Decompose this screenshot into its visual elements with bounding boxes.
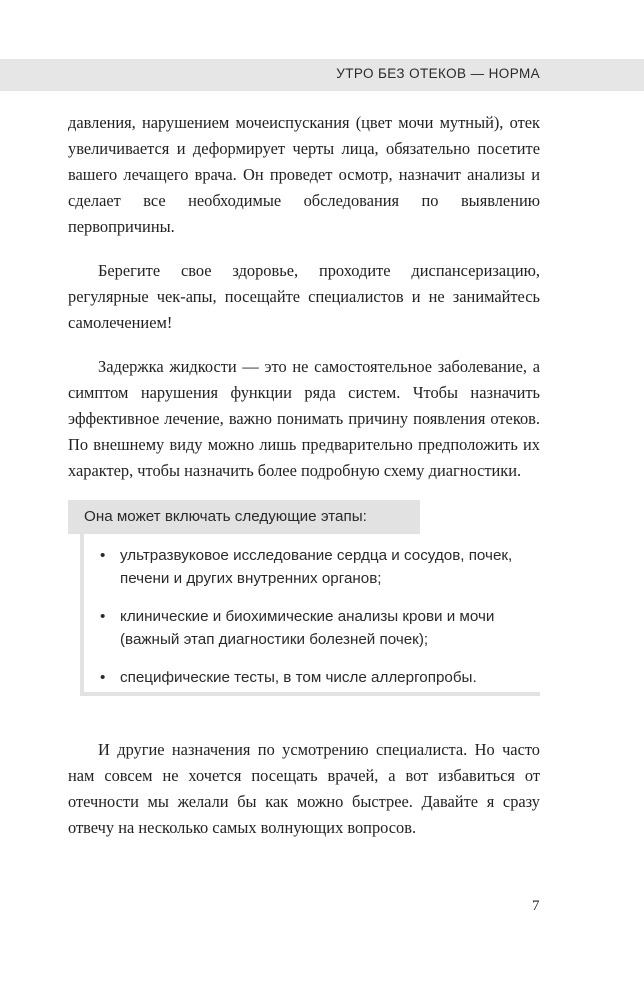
- paragraph-fluid-retention: Задержка жидкости — это не самостоятельное заболевание, а симптом нарушения функции ряда систем. Чтобы назначить эффективное лечение, важно понимать причину появления отеков. По внешнему виду можно лишь предварительно предположить их характер, чтобы назначить более подробную схему диагностики.: [68, 357, 540, 480]
- callout-title: Она может включать следующие этапы:: [68, 500, 420, 534]
- list-item: [98, 605, 538, 651]
- body-text-bottom: [68, 737, 540, 859]
- list-item: [98, 544, 538, 590]
- paragraph-closing: И другие назначения по усмотрению специалиста. Но часто нам совсем не хочется посещать врачей, а вот избавиться от отечности мы желали бы как можно быстрее. Давайте я сразу отвечу на несколько самых волнующих вопросов.: [68, 740, 540, 837]
- bullet-icon: •: [100, 547, 106, 564]
- diagnostics-callout: [68, 500, 540, 696]
- callout-left-rule: [80, 534, 84, 696]
- list-item-text: специфические тесты, в том числе аллергопробы.: [120, 669, 477, 686]
- running-head-title: УТРО БЕЗ ОТЕКОВ — НОРМА: [336, 66, 540, 81]
- running-head-band: [0, 59, 644, 91]
- paragraph-health-advice: Берегите свое здоровье, проходите диспансеризацию, регулярные чек-апы, посещайте специалистов и не занимайтесь самолечением!: [68, 261, 540, 332]
- callout-list: [98, 544, 538, 704]
- page-number: 7: [532, 898, 540, 914]
- body-text-top: [68, 110, 540, 502]
- bullet-icon: •: [100, 608, 106, 625]
- list-item: [98, 666, 538, 689]
- paragraph-continued: давления, нарушением мочеиспускания (цвет мочи мутный), отек увеличивается и деформирует черты лица, обязательно посетите вашего лечащего врача. Он проведет осмотр, назначит анализы и сделает все необходимые обследования по выявлению первопричины.: [68, 113, 540, 236]
- list-item-text: ультразвуковое исследование сердца и сосудов, почек, печени и других внутренних органов;: [120, 547, 513, 587]
- bullet-icon: •: [100, 669, 106, 686]
- list-item-text: клинические и биохимические анализы крови и мочи (важный этап диагностики болезней почек);: [120, 608, 495, 648]
